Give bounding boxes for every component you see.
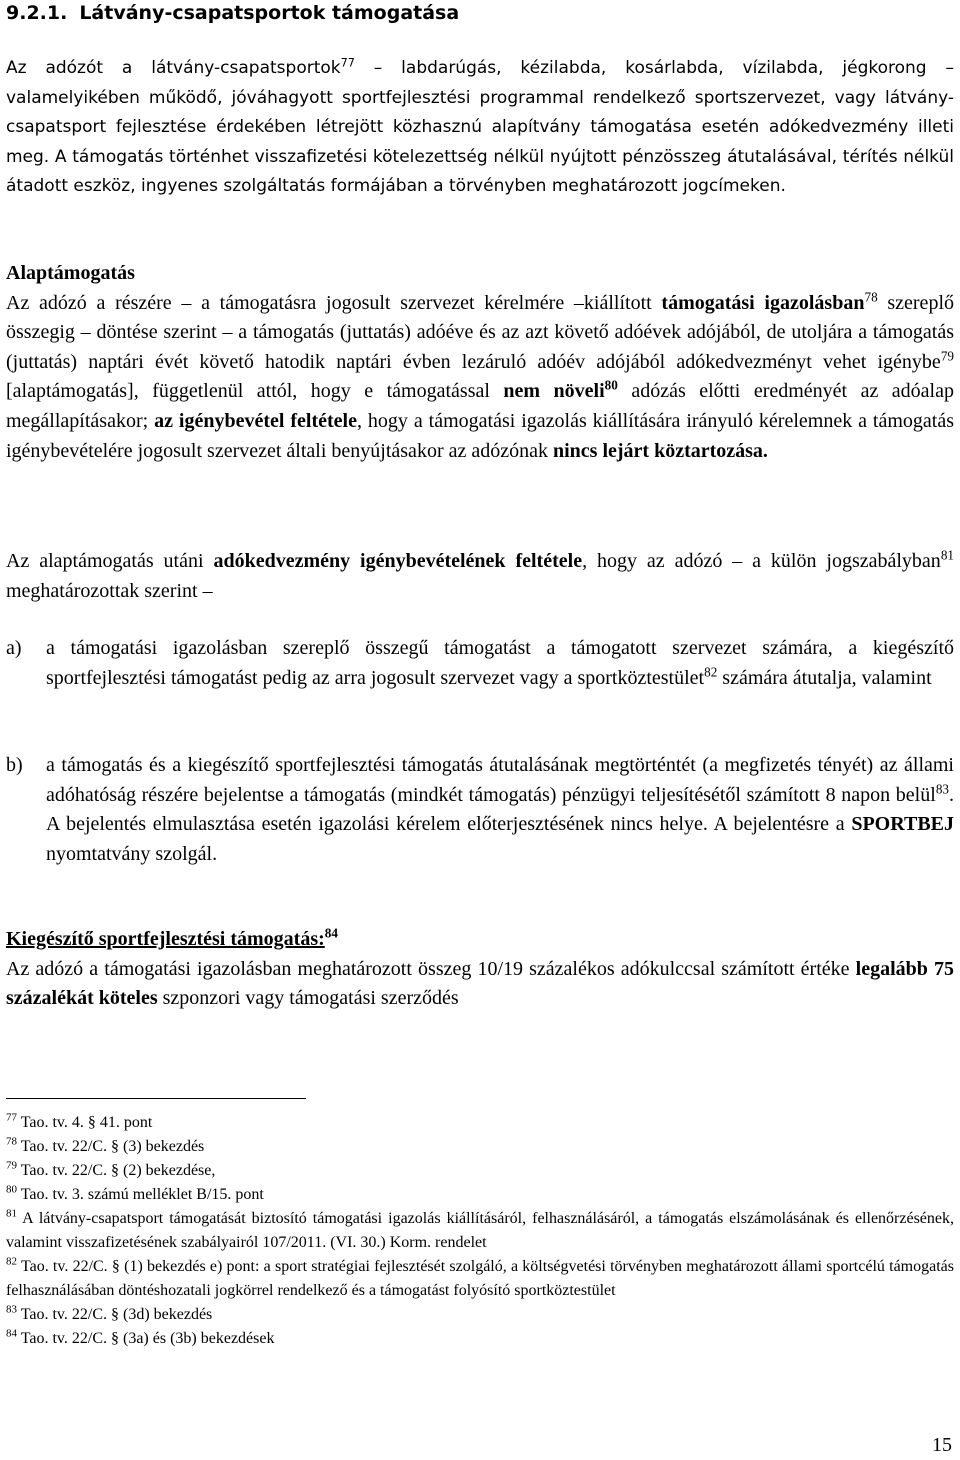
paragraph-text: Az adózó a támogatási igazolásban meghatározott összeg 10/19 százalékos adókulccsal számított értéke xyxy=(6,957,856,980)
list-item-text: nyomtatvány szolgál. xyxy=(46,842,218,865)
list-item xyxy=(6,634,954,693)
footnote-number: 78 xyxy=(6,1135,17,1148)
footnote-ref-78[interactable]: 78 xyxy=(864,288,878,304)
intro-text: Az adózót a látvány-csapatsportok xyxy=(6,58,341,78)
footnote xyxy=(6,1255,954,1303)
footnote-number: 81 xyxy=(6,1207,17,1220)
bold-text: nincs lejárt köztartozása. xyxy=(552,439,768,462)
page-number: 15 xyxy=(932,1434,952,1456)
footnote-ref-82[interactable]: 82 xyxy=(704,663,718,679)
footnote-separator xyxy=(6,1098,306,1099)
footnote xyxy=(6,1159,954,1183)
footnote-ref-84[interactable]: 84 xyxy=(324,925,338,941)
footnote-ref-77[interactable]: 77 xyxy=(340,56,355,70)
footnote-text: Tao. tv. 22/C. § (3) bekezdés xyxy=(17,1138,205,1155)
intro-text: – labdarúgás, kézilabda, kosárlabda, vízilabda, jégkorong – valamelyikében működő, jóváhagyott sportfejlesztési programmal rendelkező sportszervezet, vagy látvány-csapatsport fejlesztése érdekében létrejött közhasznú alapítvány támogatása esetén adókedvezmény illeti meg. A támogatás történhet visszafizetési kötelezettség nélkül nyújtott pénzösszeg átutalásával, térítés nélkül átadott eszköz, ingyenes szolgáltatás formájában a törvényben meghatározott jogcímeken. xyxy=(6,58,954,196)
paragraph-text: szereplő összegig – döntése szerint – a támogatás (juttatás) adóéve és az azt követő adóévek adójából, de utoljára a támogatás (juttatás) naptári évét követő hatodik naptári évben lezáruló adóév adójából adókedvezményt vehet igénybe xyxy=(6,291,954,373)
list-item-text: . A bejelentés elmulasztása esetén igazolási kérelem előterjesztésének nincs helye. A bejelentésre a xyxy=(46,783,954,836)
footnote xyxy=(6,1111,954,1135)
bold-text: adókedvezmény igénybevételének feltétele xyxy=(213,550,583,572)
footnote xyxy=(6,1303,954,1327)
paragraph-text: adózás előtti eredményét az adóalap megállapításakor; xyxy=(6,380,954,432)
bold-text: nem növeli xyxy=(503,380,605,403)
kiegeszito-title-line xyxy=(6,925,954,955)
footnote-text: Tao. tv. 3. számú melléklet B/15. pont xyxy=(17,1186,264,1203)
footnote-number: 79 xyxy=(6,1159,17,1172)
footnote xyxy=(6,1135,954,1159)
footnote-number: 80 xyxy=(6,1183,17,1196)
footnote xyxy=(6,1207,954,1255)
list-item xyxy=(6,751,954,869)
footnote-number: 84 xyxy=(6,1327,17,1340)
condition-paragraph xyxy=(6,547,954,606)
paragraph-text: meghatározottak szerint – xyxy=(6,579,213,602)
list-item-label: a) xyxy=(6,637,22,659)
list-item-text: számára átutalja, valamint xyxy=(717,666,932,689)
paragraph-text: Az adózó a részére – a támogatásra jogosult szervezet kérelmére –kiállított xyxy=(6,291,662,314)
footnote-text: Tao. tv. 22/C. § (2) bekezdése, xyxy=(17,1162,216,1179)
footnote xyxy=(6,1183,954,1207)
footnote-ref-79[interactable]: 79 xyxy=(940,348,954,364)
kiegeszito-title: Kiegészítő sportfejlesztési támogatás: xyxy=(6,928,325,950)
footnote-text: Tao. tv. 22/C. § (1) bekezdés e) pont: a sport stratégiai fejlesztését szolgáló, a költségvetési törvényben meghatározott állami sportcélú támogatás felhasználásában döntéshozatali jogkörrel rendelkező és a támogatást folyósító sportköztestület xyxy=(6,1258,954,1299)
paragraph-text: szponzori vagy támogatási szerződés xyxy=(157,987,459,1010)
kiegeszito-paragraph xyxy=(6,925,954,1014)
bold-text: támogatási igazolásban xyxy=(661,291,865,314)
bold-text: az igénybevétel feltétele xyxy=(154,409,357,432)
footnote-text: Tao. tv. 4. § 41. pont xyxy=(17,1114,153,1131)
list-item-text: a támogatási igazolásban szereplő összegű támogatást a támogatott szervezet számára, a kiegészítő sportfejlesztési támogatást pedig az arra jogosult szervezet vagy a sportköztestület xyxy=(46,637,954,689)
footnote-ref-83[interactable]: 83 xyxy=(935,780,949,796)
bold-text: legalább 75 százalékát köteles xyxy=(6,957,954,1010)
paragraph-text: , hogy a támogatási igazolás kiállítására irányuló kérelemnek a támogatás igénybevételére jogosult szervezet általi benyújtásakor az adózónak xyxy=(6,409,955,462)
footnote-text: Tao. tv. 22/C. § (3a) és (3b) bekezdések xyxy=(17,1330,275,1347)
footnote-ref-80[interactable]: 80 xyxy=(604,377,618,393)
paragraph-text: [alaptámogatás], függetlenül attól, hogy e támogatással xyxy=(6,380,504,403)
paragraph-text: Az alaptámogatás utáni xyxy=(6,550,214,572)
footnote xyxy=(6,1327,954,1351)
paragraph-text: , hogy az adózó – a külön jogszabályban xyxy=(582,550,941,572)
section-title: Látvány-csapatsportok támogatása xyxy=(79,2,460,24)
footnote-number: 77 xyxy=(6,1111,17,1124)
footnote-ref-81[interactable]: 81 xyxy=(940,547,954,563)
footnote-number: 82 xyxy=(6,1255,17,1268)
bold-text: SPORTBEJ xyxy=(851,813,954,836)
footnote-text: A látvány-csapatsport támogatását biztosító támogatási igazolás kiállításáról, felhasználásáról, a támogatás elszámolásának és ellenőrzésének, valamint visszafizetésének szabályairól 107/2011. (VI. 30.) Korm. rendelet xyxy=(6,1210,954,1251)
list-item-text: a támogatás és a kiegészítő sportfejlesztési támogatás átutalásának megtörténtét (a megfizetés tényét) az állami adóhatóság részére bejelentse a támogatás (mindkét támogatás) pénzügyi teljesítésétől számított 8 napon belül xyxy=(46,754,954,806)
alaptamogatas-paragraph xyxy=(6,259,954,466)
footnote-number: 83 xyxy=(6,1303,17,1316)
alaptamogatas-title: Alaptámogatás xyxy=(6,262,135,284)
list-item-label: b) xyxy=(6,754,23,776)
section-heading xyxy=(6,2,471,24)
intro-paragraph xyxy=(6,54,954,202)
footnote-text: Tao. tv. 22/C. § (3d) bekezdés xyxy=(17,1306,213,1323)
footnotes xyxy=(6,1111,954,1351)
section-number: 9.2.1. xyxy=(6,2,68,24)
